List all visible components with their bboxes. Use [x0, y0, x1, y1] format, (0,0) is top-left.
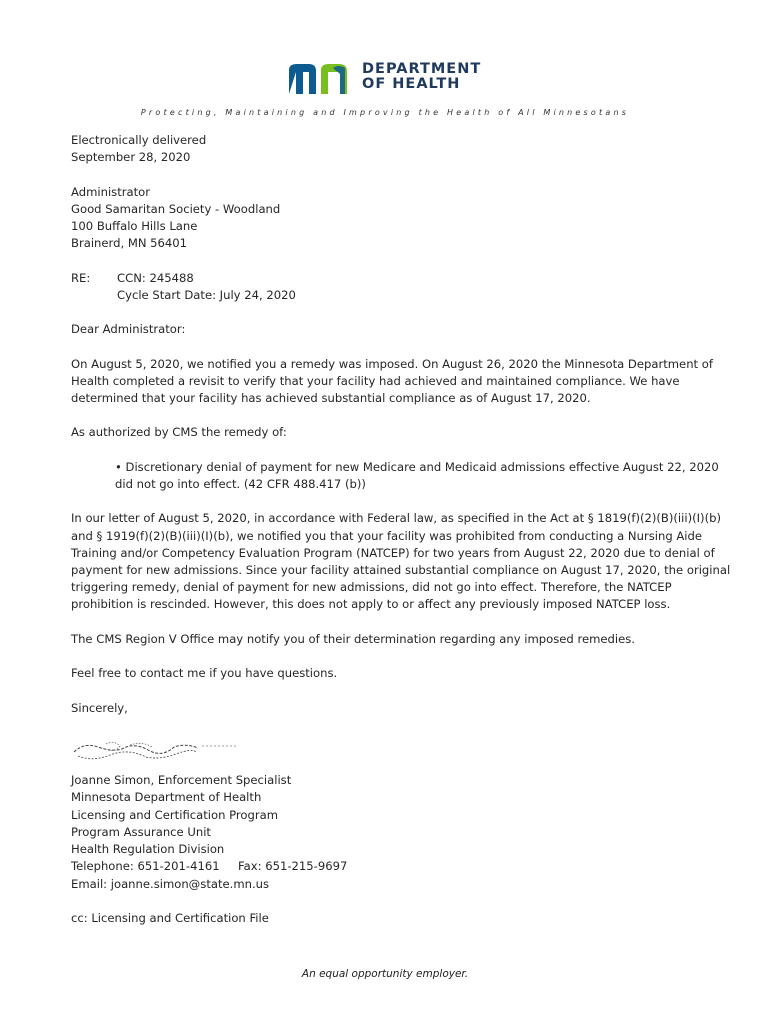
closing: Sincerely,: [71, 700, 128, 715]
paragraph-line: Training and/or Competency Evaluation Program (NATCEP) for two years from August 22, 2020 due to denial of: [71, 545, 715, 560]
remedy-bullet: [71, 459, 719, 493]
re-label: RE:: [71, 270, 91, 285]
delivery-method: Electronically delivered: [71, 133, 207, 147]
bullet-line: did not go into effect. (42 CFR 488.417 (b)): [115, 476, 366, 491]
paragraph-line: triggering remedy, denial of payment for new admissions, did not go into effect. Therefore, the NATCEP: [71, 580, 672, 595]
paragraph-5: Feel free to contact me if you have questions.: [71, 666, 338, 681]
paragraph-line: determined that your facility has achieved substantial compliance as of August 17, 2020.: [71, 390, 591, 405]
signer-name-title: Joanne Simon, Enforcement Specialist: [71, 773, 292, 787]
paragraph-line: payment for new admissions. Since your facility attained substantial compliance on August 17, 2020, the original: [71, 562, 731, 577]
logo-line-1: DEPARTMENT: [362, 61, 482, 77]
delivery-block: [71, 132, 711, 166]
logo-wordmark: [362, 62, 481, 92]
re-details: [117, 270, 296, 304]
letter-body: [71, 132, 731, 734]
paragraph-4: The CMS Region V Office may notify you of their determination regarding any imposed remedies.: [71, 631, 635, 646]
signer-unit: Program Assurance Unit: [71, 824, 211, 839]
logo-m-shape: [289, 64, 316, 94]
signer-org: Minnesota Department of Health: [71, 790, 262, 805]
paragraph-2: As authorized by CMS the remedy of:: [71, 425, 287, 440]
paragraph-line: and § 1919(f)(2)(B)(iii)(I)(b), we notified you that your facility was prohibited from conducting a Nursing Aide: [71, 528, 703, 543]
address-line: Brainerd, MN 56401: [71, 236, 188, 251]
paragraph-line: Health completed a revisit to verify that your facility had achieved and maintained compliance. We have: [71, 373, 680, 388]
ccn: CCN: 245488: [117, 270, 194, 285]
handwritten-signature: [70, 738, 250, 766]
address-line: Good Samaritan Society - Woodland: [71, 201, 281, 216]
signature-block: [71, 772, 347, 893]
signer-program: Licensing and Certification Program: [71, 807, 279, 822]
paragraph-1: [71, 356, 711, 408]
paragraph-line: prohibition is rescinded. However, this does not apply to or affect any previously imposed NATCEP loss.: [71, 597, 671, 612]
tagline: Protecting, Maintaining and Improving the Health of All Minnesotans: [140, 108, 630, 117]
bullet-line: • Discretionary denial of payment for new Medicare and Medicaid admissions effective August 22, 2020: [115, 459, 719, 474]
salutation: Dear Administrator:: [71, 322, 186, 337]
address-line: 100 Buffalo Hills Lane: [71, 219, 198, 233]
signer-phone-fax: Telephone: 651-201-4161 Fax: 651-215-9697: [71, 859, 348, 874]
signer-email: Email: joanne.simon@state.mn.us: [71, 876, 270, 891]
logo-line-2: OF HEALTH: [362, 76, 461, 92]
paragraph-line: On August 5, 2020, we notified you a remedy was imposed. On August 26, 2020 the Minnesota Department of: [71, 356, 713, 371]
re-block: [71, 270, 711, 304]
letter-date: September 28, 2020: [71, 150, 191, 165]
paragraph-line: In our letter of August 5, 2020, in accordance with Federal law, as specified in the Act at § 1819(f)(2)(B)(iii)(I)(b): [71, 511, 721, 526]
signer-division: Health Regulation Division: [71, 842, 225, 857]
cc-line: cc: Licensing and Certification File: [71, 911, 269, 925]
cycle-start-date: Cycle Start Date: July 24, 2020: [117, 287, 296, 302]
paragraph-3: [71, 510, 731, 613]
address-line: Administrator: [71, 184, 151, 199]
address-block: [71, 184, 711, 253]
footer-text: An equal opportunity employer.: [301, 968, 469, 980]
